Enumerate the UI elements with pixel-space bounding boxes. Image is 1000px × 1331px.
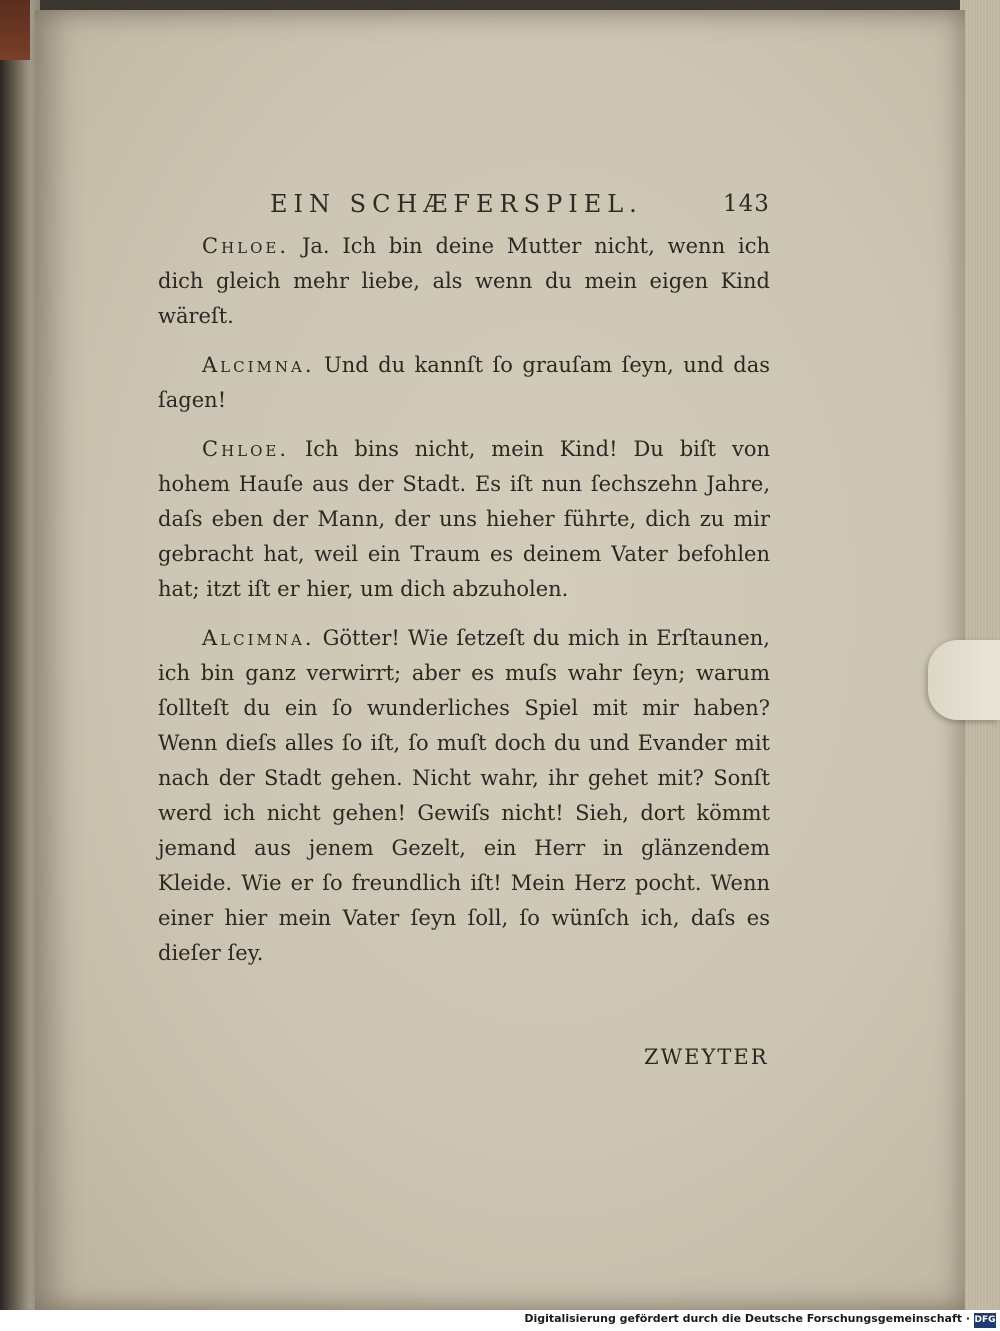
paragraph-text: Ich bins nicht, mein Kind! Du biſt von hohem Hauſe aus der Stadt. Es iſt nun ſechszehn Jahre, daſs eben der Mann, der uns hieher führte, dich zu mir gebracht hat, weil ein Traum es deinem Vater befohlen hat; itzt iſt er hier, um dich abzuholen. xyxy=(158,437,770,601)
footer-credit: Digitalisierung gefördert durch die Deutsche Forschungsgemeinschaft · xyxy=(524,1312,970,1325)
paragraph xyxy=(158,229,770,334)
speaker-name: Chloe. xyxy=(202,234,290,258)
book-cover-edge xyxy=(0,0,30,60)
speaker-name: Chloe. xyxy=(202,437,290,461)
speaker-name: Alcimna. xyxy=(202,626,315,650)
running-title: EIN SCHÆFERSPIEL. xyxy=(270,190,643,218)
paragraph-text: Ja. Ich bin deine Mutter nicht, wenn ich dich gleich mehr liebe, als wenn du mein eigen Kind wäreſt. xyxy=(158,234,770,328)
speaker-name: Alcimna. xyxy=(202,353,315,377)
text-block xyxy=(158,229,770,985)
page-number: 143 xyxy=(723,191,770,217)
catchword: ZWEYTER xyxy=(644,1045,769,1069)
page-clip xyxy=(928,640,1000,720)
paragraph xyxy=(158,432,770,607)
paragraph-text: Und du kannſt ſo grauſam ſeyn, und das ſagen! xyxy=(158,353,770,412)
left-page-stack xyxy=(0,0,40,1310)
paragraph xyxy=(158,621,770,971)
running-head xyxy=(270,190,770,218)
paragraph-text: Götter! Wie ſetzeſt du mich in Erſtaunen, ich bin ganz verwirrt; aber es muſs wahr ſeyn; warum ſollteſt du ein ſo wunderliches Spiel mit mir haben? Wenn dieſs alles ſo iſt, ſo muſt doch du und Evander mit nach der Stadt gehen. Nicht wahr, ihr gehet mit? Sonſt werd ich nicht gehen! Gewiſs nicht! Sieh, dort kömmt jemand aus jenem Gezelt, ein Herr in glänzendem Kleide. Wie er ſo freundlich iſt! Mein Herz pocht. Wenn einer hier mein Vater ſeyn ſoll, ſo wünſch ich, daſs es dieſer ſey. xyxy=(158,626,770,965)
dfg-logo-icon: DFG xyxy=(974,1313,996,1328)
paragraph xyxy=(158,348,770,418)
